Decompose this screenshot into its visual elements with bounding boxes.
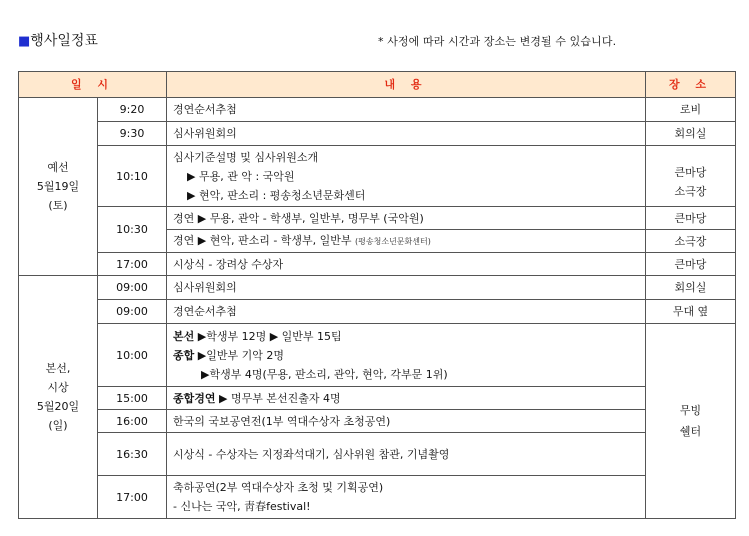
content-cell: 경연 ▶ 현악, 판소리 - 학생부, 일반부 (평송청소년문화센터) bbox=[167, 230, 646, 253]
time-cell: 10:30 bbox=[98, 207, 167, 253]
table-row bbox=[19, 433, 736, 476]
day1-label: 예선 5월19일 (토) bbox=[19, 98, 98, 276]
content-cell: 시상식 - 수상자는 지정좌석대기, 심사위원 참관, 기념촬영 bbox=[167, 433, 646, 476]
page-title bbox=[18, 30, 98, 50]
time-cell: 15:00 bbox=[98, 387, 167, 410]
header-venue: 장 소 bbox=[646, 72, 736, 98]
schedule-table bbox=[18, 71, 736, 519]
title-square-icon: ■ bbox=[18, 34, 31, 49]
time-cell: 16:30 bbox=[98, 433, 167, 476]
venue-cell: 무대 옆 bbox=[646, 300, 736, 324]
content-cell: 종합경연 ▶ 명무부 본선진출자 4명 bbox=[167, 387, 646, 410]
header-content: 내 용 bbox=[167, 72, 646, 98]
venue-cell: 로비 bbox=[646, 98, 736, 122]
content-cell: 시상식 - 장려상 수상자 bbox=[167, 253, 646, 276]
table-row bbox=[19, 98, 736, 122]
venue-merged: 무빙 쉘터 bbox=[646, 324, 736, 519]
table-row bbox=[19, 476, 736, 519]
time-cell: 17:00 bbox=[98, 253, 167, 276]
time-cell: 9:20 bbox=[98, 98, 167, 122]
time-cell: 09:00 bbox=[98, 300, 167, 324]
time-cell: 09:00 bbox=[98, 276, 167, 300]
content-cell: 경연순서추첨 bbox=[167, 300, 646, 324]
time-cell: 9:30 bbox=[98, 122, 167, 146]
venue-cell: 회의실 bbox=[646, 122, 736, 146]
table-row bbox=[19, 300, 736, 324]
table-row bbox=[19, 253, 736, 276]
time-cell: 10:00 bbox=[98, 324, 167, 387]
content-cell: 한국의 국보공연전(1부 역대수상자 초청공연) bbox=[167, 410, 646, 433]
content-cell: 본선 ▶학생부 12명 ▶ 일반부 15팀 종합 ▶일반부 기악 2명 ▶학생부 4명(무용, 판소리, 관악, 현악, 각부문 1위) bbox=[167, 324, 646, 387]
content-cell: 경연 ▶ 무용, 관악 - 학생부, 일반부, 명무부 (국악원) bbox=[167, 207, 646, 230]
table-row bbox=[19, 387, 736, 410]
content-cell: 심사위원회의 bbox=[167, 122, 646, 146]
table-row bbox=[19, 122, 736, 146]
table-row bbox=[19, 207, 736, 230]
content-cell: 심사기준설명 및 심사위원소개 ▶ 무용, 관 악 : 국악원 ▶ 현악, 판소리 : 평송청소년문화센터 bbox=[167, 146, 646, 207]
venue-cell: 회의실 bbox=[646, 276, 736, 300]
title-text: 행사일정표 bbox=[30, 33, 98, 49]
time-cell: 10:10 bbox=[98, 146, 167, 207]
venue-cell: 큰마당 bbox=[646, 207, 736, 230]
content-cell: 경연순서추첨 bbox=[167, 98, 646, 122]
content-cell: 축하공연(2부 역대수상자 초청 및 기획공연) - 신나는 국악, 靑春festival! bbox=[167, 476, 646, 519]
venue-cell: 큰마당 bbox=[646, 253, 736, 276]
change-notice: * 사정에 따라 시간과 장소는 변경될 수 있습니다. bbox=[378, 35, 617, 48]
table-row bbox=[19, 410, 736, 433]
time-cell: 17:00 bbox=[98, 476, 167, 519]
time-cell: 16:00 bbox=[98, 410, 167, 433]
content-cell: 심사위원회의 bbox=[167, 276, 646, 300]
venue-cell: 소극장 bbox=[646, 230, 736, 253]
venue-cell: 큰마당 소극장 bbox=[646, 146, 736, 207]
header-date: 일 시 bbox=[19, 72, 167, 98]
table-row bbox=[19, 324, 736, 387]
table-row bbox=[19, 276, 736, 300]
table-header-row bbox=[19, 72, 736, 98]
day2-label: 본선, 시상 5월20일 (일) bbox=[19, 276, 98, 519]
table-row bbox=[19, 146, 736, 207]
